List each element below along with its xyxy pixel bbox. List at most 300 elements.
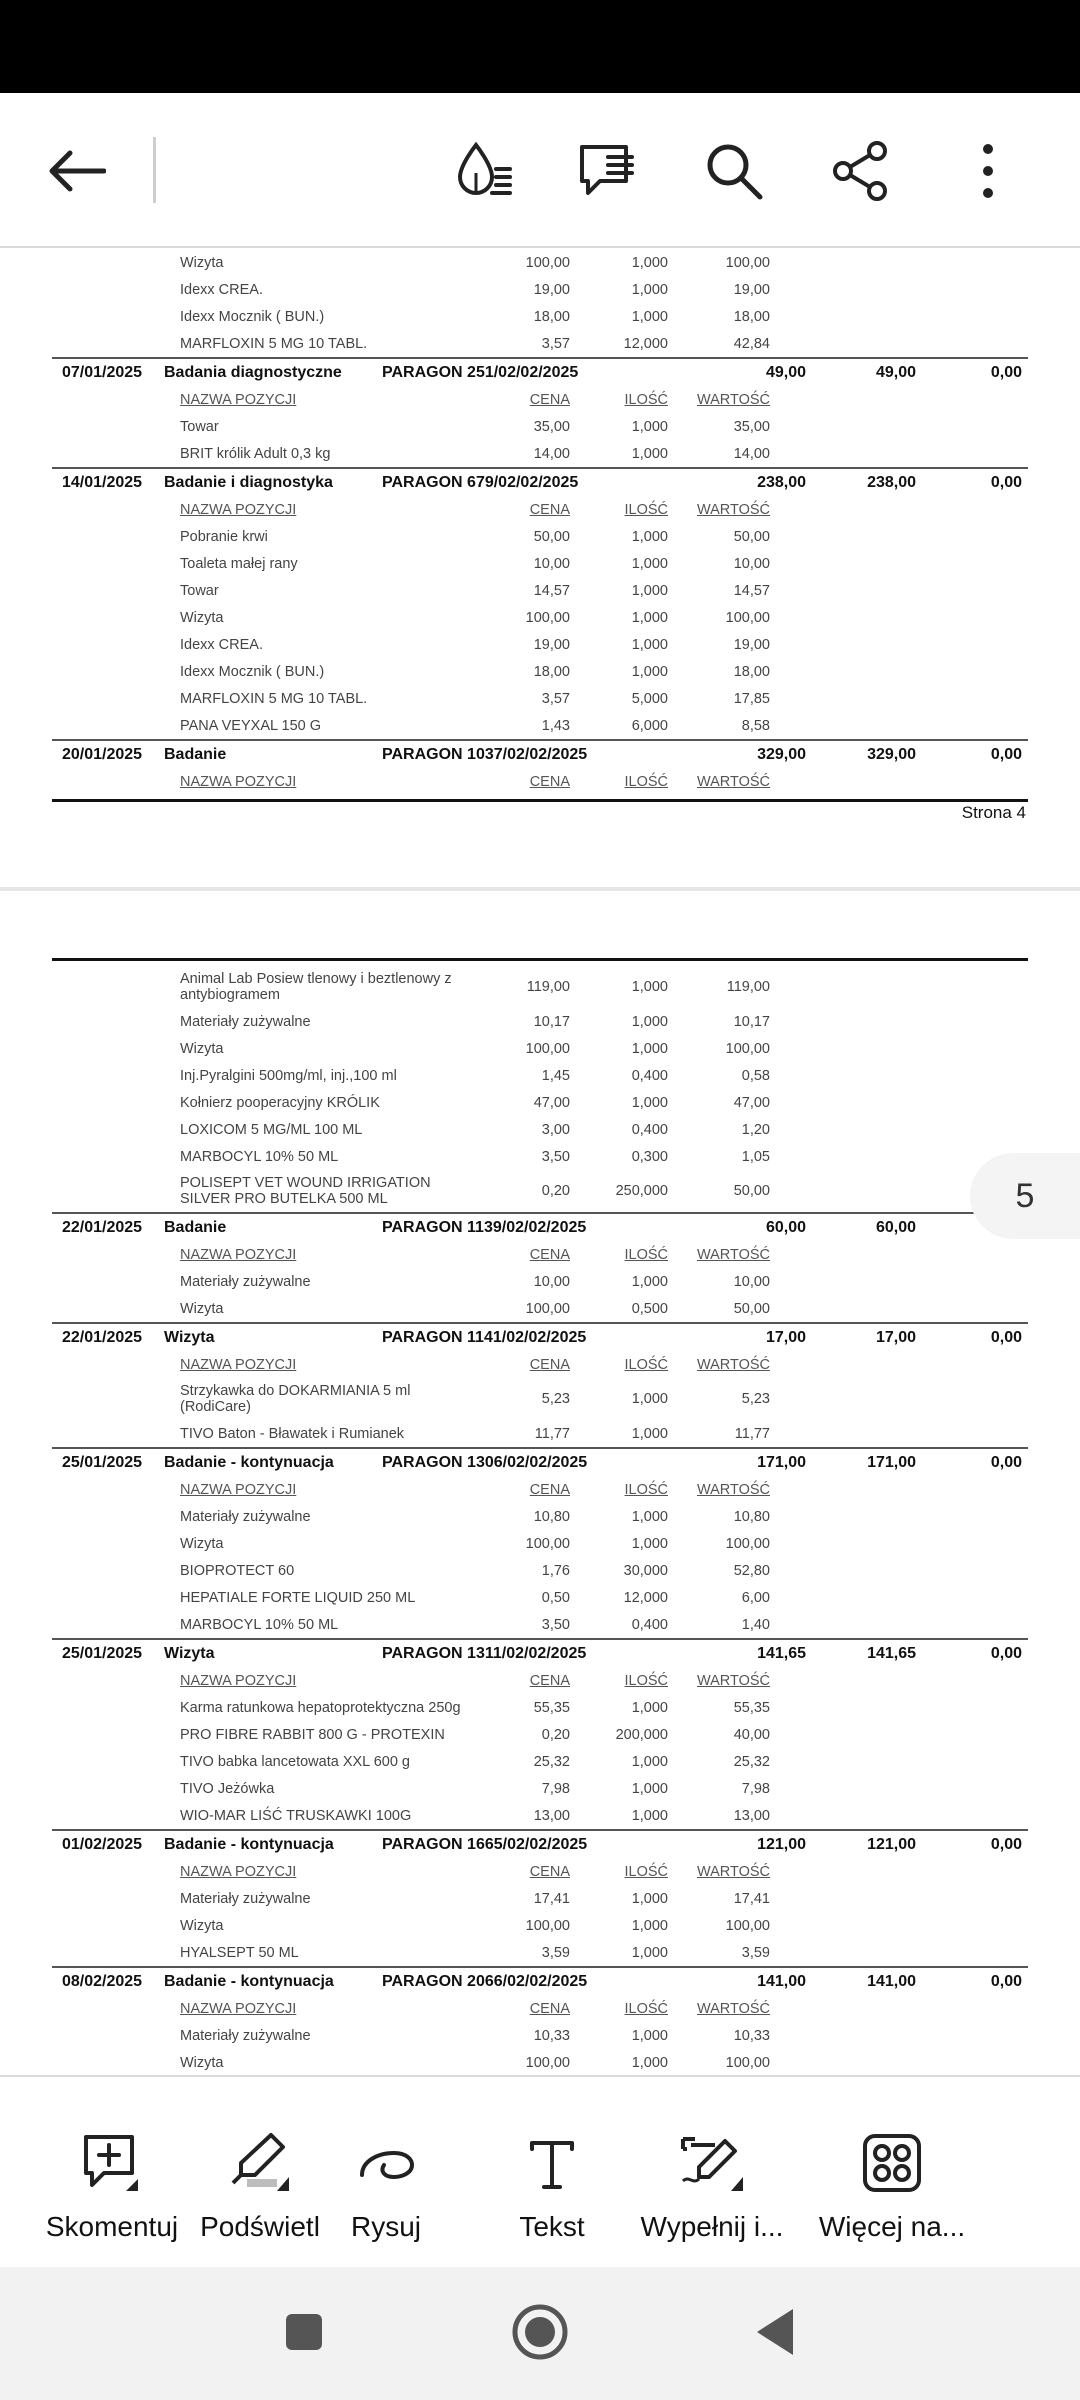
item-price: 50,00	[533, 528, 570, 545]
item-name: LOXICOM 5 MG/ML 100 ML	[180, 1121, 363, 1138]
item-quantity: 1,000	[631, 281, 668, 298]
receipt-number: PARAGON 1037/02/02/2025	[382, 745, 588, 763]
item-name: MARBOCYL 10% 50 ML	[180, 1148, 339, 1165]
item-quantity: 30,000	[623, 1562, 668, 1579]
item-quantity: 1,000	[631, 1535, 668, 1552]
column-header-price: CENA	[529, 1246, 570, 1263]
table-row	[52, 303, 1028, 330]
item-name: Idexx CREA.	[180, 636, 263, 653]
draw-tool-button[interactable]	[331, 2077, 441, 2269]
item-quantity: 1,000	[631, 2054, 668, 2071]
item-quantity: 250,000	[615, 1183, 668, 1199]
table-row	[52, 658, 1028, 685]
item-value: 35,00	[733, 418, 770, 435]
amount-due: 0,00	[990, 1644, 1022, 1662]
receipt-number: PARAGON 251/02/02/2025	[382, 363, 579, 381]
item-value: 1,05	[741, 1148, 770, 1165]
receipt-number: PARAGON 2066/02/02/2025	[382, 1972, 588, 1990]
item-name: Strzykawka do DOKARMIANIA 5 ml (RodiCare)	[180, 1383, 411, 1415]
text-tool-button[interactable]	[497, 2077, 607, 2269]
table-row	[52, 1721, 1028, 1748]
table-row	[52, 685, 1028, 712]
column-header-quantity: ILOŚĆ	[624, 1481, 668, 1498]
item-name: Wizyta	[180, 1300, 224, 1317]
item-price: 100,00	[525, 1917, 570, 1934]
table-header-row	[52, 1241, 1028, 1268]
item-value: 17,41	[733, 1890, 770, 1907]
table-row	[52, 1748, 1028, 1775]
item-quantity: 1,000	[631, 528, 668, 545]
item-name: Materiały zużywalne	[180, 2027, 311, 2044]
visit-type: Badanie	[164, 745, 227, 763]
page-indicator[interactable]: 5	[970, 1153, 1080, 1239]
page-4-footer-line	[52, 799, 1028, 802]
item-value: 40,00	[733, 1726, 770, 1743]
amount-due: 0,00	[990, 1453, 1022, 1471]
item-value: 100,00	[725, 2054, 770, 2071]
column-header-value: WARTOŚĆ	[696, 1863, 770, 1880]
table-row	[52, 523, 1028, 550]
item-quantity: 1,000	[631, 1699, 668, 1716]
item-price: 19,00	[533, 281, 570, 298]
item-quantity: 1,000	[631, 2027, 668, 2044]
item-quantity: 0,500	[631, 1300, 668, 1317]
visit-date: 01/02/2025	[62, 1835, 143, 1853]
visit-type: Wizyta	[164, 1644, 215, 1662]
visit-group-row	[52, 467, 1028, 496]
page-5-table	[52, 966, 1028, 2075]
visit-type: Badanie - kontynuacja	[164, 1972, 334, 1990]
table-row	[52, 966, 1028, 1008]
item-name: BRIT królik Adult 0,3 kg	[180, 445, 331, 462]
item-price: 1,45	[541, 1067, 570, 1084]
item-value: 17,85	[733, 690, 770, 707]
item-quantity: 1,000	[631, 582, 668, 599]
visit-type: Badanie - kontynuacja	[164, 1835, 334, 1853]
item-value: 100,00	[725, 609, 770, 626]
column-header-value: WARTOŚĆ	[696, 1356, 770, 1373]
visit-date: 22/01/2025	[62, 1328, 143, 1346]
item-price: 100,00	[525, 609, 570, 626]
table-row	[52, 1885, 1028, 1912]
document-view[interactable]	[0, 249, 1080, 2075]
item-name: PRO FIBRE RABBIT 800 G - PROTEXIN	[180, 1726, 445, 1743]
item-name: Towar	[180, 418, 219, 435]
item-name: MARFLOXIN 5 MG 10 TABL.	[180, 690, 368, 707]
column-header-price: CENA	[529, 773, 570, 790]
item-value: 119,00	[726, 979, 770, 995]
item-price: 10,17	[533, 1013, 570, 1030]
amount-paid: 329,00	[867, 745, 916, 763]
item-quantity: 0,400	[631, 1121, 668, 1138]
table-row	[52, 1378, 1028, 1420]
amount-total: 329,00	[757, 745, 806, 763]
item-value: 10,17	[733, 1013, 770, 1030]
table-row	[52, 577, 1028, 604]
column-header-value: WARTOŚĆ	[696, 1672, 770, 1689]
table-row	[52, 1611, 1028, 1638]
add-comment-icon	[74, 2125, 150, 2201]
tool-label: Wypełnij i...	[640, 2211, 784, 2242]
item-value: 3,59	[741, 1944, 770, 1961]
column-header-name: NAZWA POZYCJI	[180, 1356, 297, 1373]
item-name: Inj.Pyralgini 500mg/ml, inj.,100 ml	[180, 1067, 397, 1084]
receipt-number: PARAGON 679/02/02/2025	[382, 473, 579, 491]
table-row	[52, 276, 1028, 303]
item-quantity: 1,000	[631, 1917, 668, 1934]
item-quantity: 1,000	[631, 1013, 668, 1030]
color-drop-icon[interactable]	[444, 131, 524, 211]
column-header-price: CENA	[529, 391, 570, 408]
item-name: Towar	[180, 582, 219, 599]
column-header-name: NAZWA POZYCJI	[180, 1672, 297, 1689]
amount-paid: 141,00	[867, 1972, 916, 1990]
amount-total: 141,65	[757, 1644, 806, 1662]
item-value: 10,80	[733, 1508, 770, 1525]
table-row	[52, 1503, 1028, 1530]
item-quantity: 1,000	[631, 1040, 668, 1057]
column-header-value: WARTOŚĆ	[696, 1481, 770, 1498]
system-nav-bar	[0, 2267, 1080, 2400]
item-price: 19,00	[533, 636, 570, 653]
item-quantity: 1,000	[631, 1753, 668, 1770]
table-header-row	[52, 1858, 1028, 1885]
receipt-number: PARAGON 1139/02/02/2025	[382, 1218, 587, 1236]
column-header-value: WARTOŚĆ	[696, 773, 770, 790]
item-price: 35,00	[533, 418, 570, 435]
item-name: Wizyta	[180, 2054, 224, 2071]
item-price: 0,20	[541, 1183, 570, 1199]
highlight-tool-button[interactable]	[188, 2077, 332, 2269]
amount-due: 0,00	[990, 745, 1022, 763]
comments-icon[interactable]	[568, 131, 648, 211]
column-header-name: NAZWA POZYCJI	[180, 391, 297, 408]
search-icon[interactable]	[694, 131, 774, 211]
table-row	[52, 604, 1028, 631]
column-header-price: CENA	[529, 1481, 570, 1498]
item-price: 100,00	[525, 2054, 570, 2071]
amount-due: 0,00	[990, 363, 1022, 381]
item-name: HYALSEPT 50 ML	[180, 1944, 299, 1961]
table-row	[52, 1584, 1028, 1611]
tool-label: Tekst	[519, 2211, 585, 2242]
visit-group-row	[52, 1966, 1028, 1995]
tool-label: Rysuj	[350, 2211, 421, 2242]
highlighter-icon	[222, 2125, 298, 2201]
item-name: Wizyta	[180, 609, 224, 626]
item-value: 18,00	[733, 663, 770, 680]
item-name: HEPATIALE FORTE LIQUID 250 ML	[180, 1589, 416, 1606]
item-price: 100,00	[525, 1040, 570, 1057]
item-name: Materiały zużywalne	[180, 1508, 311, 1525]
table-row	[52, 1802, 1028, 1829]
recents-icon[interactable]	[269, 2297, 339, 2367]
table-row	[52, 2049, 1028, 2075]
item-quantity: 1,000	[631, 254, 668, 271]
column-header-price: CENA	[529, 1863, 570, 1880]
item-name: TIVO Baton - Bławatek i Rumianek	[180, 1425, 405, 1442]
item-price: 3,59	[541, 1944, 570, 1961]
item-value: 6,00	[741, 1589, 770, 1606]
table-row	[52, 1420, 1028, 1447]
table-row	[52, 550, 1028, 577]
amount-due: 0,00	[990, 473, 1022, 491]
column-header-quantity: ILOŚĆ	[624, 1356, 668, 1373]
item-quantity: 0,400	[631, 1616, 668, 1633]
visit-group-row	[52, 1447, 1028, 1476]
item-price: 47,00	[533, 1094, 570, 1111]
pdf-page-5	[0, 954, 1080, 2075]
visit-date: 22/01/2025	[62, 1218, 143, 1236]
visit-type: Badanie i diagnostyka	[164, 473, 333, 491]
status-bar	[0, 0, 1080, 93]
table-row	[52, 712, 1028, 739]
visit-type: Badania diagnostyczne	[164, 363, 342, 381]
item-price: 10,00	[533, 555, 570, 572]
fill-sign-tool-button[interactable]	[627, 2077, 797, 2269]
table-header-row	[52, 1667, 1028, 1694]
item-price: 25,32	[533, 1753, 570, 1770]
item-value: 11,77	[734, 1425, 770, 1442]
table-row	[52, 1775, 1028, 1802]
item-value: 14,57	[733, 582, 770, 599]
column-header-quantity: ILOŚĆ	[624, 1863, 668, 1880]
item-quantity: 1,000	[631, 1508, 668, 1525]
receipt-number: PARAGON 1665/02/02/2025	[382, 1835, 588, 1853]
item-price: 1,43	[541, 717, 570, 734]
amount-paid: 238,00	[867, 473, 916, 491]
item-name: Idexx Mocznik ( BUN.)	[180, 308, 325, 325]
column-header-quantity: ILOŚĆ	[624, 1246, 668, 1263]
page-4-table	[52, 249, 1028, 795]
appbar-divider	[153, 137, 156, 203]
item-name: MARBOCYL 10% 50 ML	[180, 1616, 339, 1633]
item-price: 100,00	[525, 1300, 570, 1317]
receipt-number: PARAGON 1306/02/02/2025	[382, 1453, 588, 1471]
item-value: 19,00	[733, 281, 770, 298]
visit-group-row	[52, 357, 1028, 386]
tool-label: Więcej na...	[818, 2211, 966, 2242]
item-quantity: 0,400	[631, 1067, 668, 1084]
item-quantity: 0,300	[631, 1148, 668, 1165]
amount-total: 49,00	[765, 363, 806, 381]
item-value: 10,00	[733, 1273, 770, 1290]
table-row	[52, 1143, 1028, 1170]
column-header-quantity: ILOŚĆ	[624, 391, 668, 408]
item-value: 42,84	[733, 335, 770, 352]
item-quantity: 12,000	[623, 1589, 668, 1606]
column-header-quantity: ILOŚĆ	[624, 2000, 668, 2017]
column-header-price: CENA	[529, 501, 570, 518]
visit-group-row	[52, 739, 1028, 768]
item-price: 18,00	[533, 308, 570, 325]
item-value: 50,00	[733, 1300, 770, 1317]
item-value: 1,20	[741, 1121, 770, 1138]
table-row	[52, 1912, 1028, 1939]
receipt-number: PARAGON 1311/02/02/2025	[382, 1644, 587, 1662]
item-quantity: 1,000	[631, 1780, 668, 1797]
table-row	[52, 440, 1028, 467]
item-quantity: 1,000	[631, 555, 668, 572]
more-tools-icon	[854, 2125, 930, 2201]
amount-due: 0,00	[990, 1835, 1022, 1853]
item-quantity: 1,000	[631, 663, 668, 680]
item-value: 18,00	[733, 308, 770, 325]
table-header-row	[52, 1995, 1028, 2022]
bottom-toolbar	[0, 2075, 1080, 2267]
item-quantity: 12,000	[623, 335, 668, 352]
tool-label: Podświetl	[200, 2211, 320, 2242]
amount-total: 121,00	[757, 1835, 806, 1853]
column-header-value: WARTOŚĆ	[696, 391, 770, 408]
comment-tool-button[interactable]	[40, 2077, 184, 2269]
item-quantity: 1,000	[631, 308, 668, 325]
item-price: 5,23	[541, 1391, 570, 1407]
item-name: Wizyta	[180, 1917, 224, 1934]
item-name: WIO-MAR LIŚĆ TRUSKAWKI 100G	[180, 1807, 412, 1824]
column-header-name: NAZWA POZYCJI	[180, 773, 297, 790]
item-name: Kołnierz pooperacyjny KRÓLIK	[180, 1094, 380, 1111]
item-price: 10,33	[533, 2027, 570, 2044]
amount-total: 60,00	[765, 1218, 806, 1236]
item-price: 119,00	[526, 979, 570, 995]
item-quantity: 1,000	[631, 979, 668, 995]
item-quantity: 1,000	[631, 418, 668, 435]
visit-group-row	[52, 1322, 1028, 1351]
item-name: TIVO Jeżówka	[180, 1780, 275, 1797]
item-name: TIVO babka lancetowata XXL 600 g	[180, 1753, 410, 1770]
table-row	[52, 1530, 1028, 1557]
table-row	[52, 249, 1028, 276]
item-name: Materiały zużywalne	[180, 1273, 311, 1290]
item-name: Pobranie krwi	[180, 528, 268, 545]
table-row	[52, 1170, 1028, 1212]
item-value: 52,80	[733, 1562, 770, 1579]
column-header-name: NAZWA POZYCJI	[180, 1481, 297, 1498]
item-price: 3,57	[541, 335, 570, 352]
amount-total: 238,00	[757, 473, 806, 491]
item-name: Wizyta	[180, 1535, 224, 1552]
item-value: 25,32	[733, 1753, 770, 1770]
table-header-row	[52, 1476, 1028, 1503]
visit-date: 08/02/2025	[62, 1972, 143, 1990]
item-price: 3,00	[541, 1121, 570, 1138]
column-header-value: WARTOŚĆ	[696, 1246, 770, 1263]
item-name: MARFLOXIN 5 MG 10 TABL.	[180, 335, 368, 352]
item-value: 100,00	[725, 254, 770, 271]
visit-date: 25/01/2025	[62, 1644, 143, 1662]
table-header-row	[52, 768, 1028, 795]
item-price: 10,00	[533, 1273, 570, 1290]
visit-group-row	[52, 1212, 1028, 1241]
receipt-number: PARAGON 1141/02/02/2025	[382, 1328, 587, 1346]
column-header-value: WARTOŚĆ	[696, 501, 770, 518]
home-icon[interactable]	[505, 2297, 575, 2367]
item-value: 14,00	[733, 445, 770, 462]
item-name: Idexx CREA.	[180, 281, 263, 298]
item-price: 7,98	[541, 1780, 570, 1797]
item-price: 100,00	[525, 1535, 570, 1552]
item-value: 50,00	[733, 1183, 770, 1199]
item-value: 100,00	[725, 1535, 770, 1552]
amount-paid: 171,00	[867, 1453, 916, 1471]
tool-label: Skomentuj	[45, 2211, 179, 2242]
item-price: 0,20	[541, 1726, 570, 1743]
item-quantity: 5,000	[631, 690, 668, 707]
table-row	[52, 1268, 1028, 1295]
amount-paid: 121,00	[867, 1835, 916, 1853]
table-header-row	[52, 386, 1028, 413]
item-value: 55,35	[733, 1699, 770, 1716]
item-price: 3,57	[541, 690, 570, 707]
item-value: 100,00	[725, 1040, 770, 1057]
visit-group-row	[52, 1829, 1028, 1858]
visit-date: 14/01/2025	[62, 473, 143, 491]
item-name: Wizyta	[180, 1040, 224, 1057]
amount-paid: 60,00	[875, 1218, 916, 1236]
table-row	[52, 1939, 1028, 1966]
item-value: 13,00	[733, 1807, 770, 1824]
item-value: 0,58	[741, 1067, 770, 1084]
item-quantity: 1,000	[631, 1094, 668, 1111]
item-name: Idexx Mocznik ( BUN.)	[180, 663, 325, 680]
item-name: Materiały zużywalne	[180, 1013, 311, 1030]
item-quantity: 1,000	[631, 1807, 668, 1824]
table-row	[52, 1557, 1028, 1584]
item-name: Animal Lab Posiew tlenowy i beztlenowy z antybiogramem	[180, 971, 452, 1003]
column-header-name: NAZWA POZYCJI	[180, 1246, 297, 1263]
item-value: 10,00	[733, 555, 770, 572]
share-icon[interactable]	[821, 131, 901, 211]
item-quantity: 1,000	[631, 636, 668, 653]
table-row	[52, 330, 1028, 357]
item-quantity: 1,000	[631, 609, 668, 626]
item-price: 18,00	[533, 663, 570, 680]
table-header-row	[52, 496, 1028, 523]
table-row	[52, 1008, 1028, 1035]
item-quantity: 6,000	[631, 717, 668, 734]
item-value: 19,00	[733, 636, 770, 653]
back-arrow-icon[interactable]	[36, 131, 116, 211]
item-name: BIOPROTECT 60	[180, 1562, 295, 1579]
table-row	[52, 1062, 1028, 1089]
more-tools-button[interactable]	[807, 2077, 977, 2269]
amount-due: 0,00	[990, 1972, 1022, 1990]
pdf-page-4	[0, 249, 1080, 887]
item-price: 100,00	[525, 254, 570, 271]
item-price: 14,57	[533, 582, 570, 599]
item-name: POLISEPT VET WOUND IRRIGATION SILVER PRO BUTELKA 500 ML	[180, 1175, 431, 1207]
item-value: 50,00	[733, 528, 770, 545]
back-icon[interactable]	[740, 2297, 810, 2367]
item-value: 10,33	[733, 2027, 770, 2044]
draw-icon	[348, 2125, 424, 2201]
text-icon	[514, 2125, 590, 2201]
amount-total: 171,00	[757, 1453, 806, 1471]
column-header-name: NAZWA POZYCJI	[180, 501, 297, 518]
item-price: 3,50	[541, 1148, 570, 1165]
column-header-name: NAZWA POZYCJI	[180, 2000, 297, 2017]
item-price: 0,50	[541, 1589, 570, 1606]
table-row	[52, 631, 1028, 658]
visit-date: 07/01/2025	[62, 363, 143, 381]
item-value: 1,40	[741, 1616, 770, 1633]
column-header-price: CENA	[529, 1356, 570, 1373]
visit-date: 20/01/2025	[62, 745, 143, 763]
more-vertical-icon[interactable]	[948, 131, 1028, 211]
visit-date: 25/01/2025	[62, 1453, 143, 1471]
item-price: 55,35	[533, 1699, 570, 1716]
